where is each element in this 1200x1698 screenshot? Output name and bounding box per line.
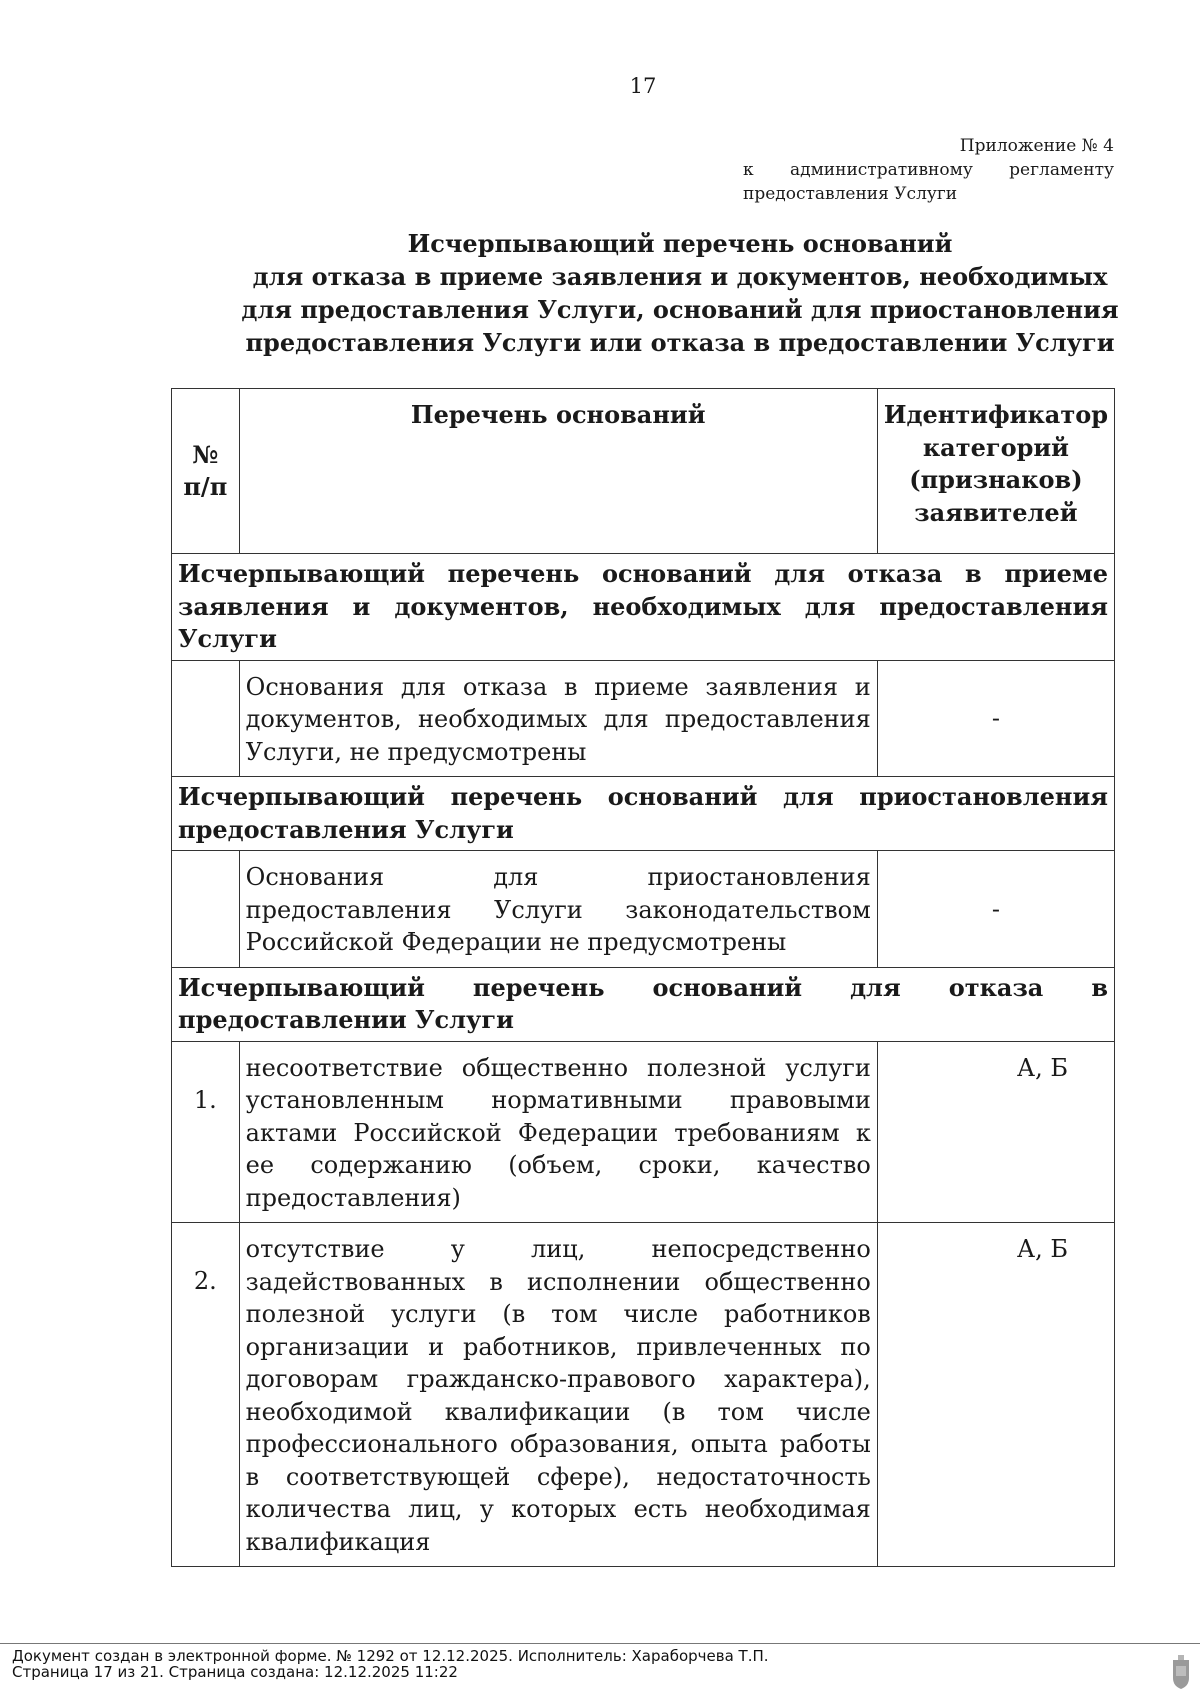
footer-line: Документ создан в электронной форме. № 1292 от 12.12.2025. Исполнитель: Хараборчева Т.П. — [12, 1647, 769, 1665]
section-row — [172, 967, 1115, 1041]
appendix-subject: предоставления Услуги — [743, 184, 958, 204]
table-row — [172, 1223, 1115, 1567]
section-title: Исчерпывающий перечень оснований для приостановления предоставления Услуги — [172, 777, 1115, 851]
title-line: для предоставления Услуги, оснований для приостановления — [241, 295, 1119, 324]
title-line: Исчерпывающий перечень оснований — [407, 229, 953, 258]
header-num: № п/п — [172, 389, 240, 554]
row-num: 1. — [172, 1041, 240, 1223]
table-header-row — [172, 389, 1115, 554]
title-line: предоставления Услуги или отказа в предоставлении Услуги — [245, 328, 1115, 357]
header-grounds: Перечень оснований — [239, 389, 877, 554]
appendix-line — [743, 158, 1114, 182]
appendix-word: регламенту — [1009, 160, 1114, 180]
row-text: Основания для приостановления предоставления Услуги законодательством Российской Федерации не предусмотрены — [239, 851, 877, 968]
header-category-id: Идентификатор категорий (признаков) заявителей — [877, 389, 1114, 554]
table-row — [172, 851, 1115, 968]
row-num — [172, 851, 240, 968]
document-footer — [12, 1648, 769, 1680]
section-title: Исчерпывающий перечень оснований для отказа в предоставлении Услуги — [172, 967, 1115, 1041]
row-category-id: А, Б — [877, 1223, 1114, 1567]
appendix-title: Приложение № 4 — [959, 136, 1114, 156]
title-line: для отказа в приеме заявления и документов, необходимых — [252, 262, 1108, 291]
grounds-table — [171, 388, 1115, 1567]
row-num — [172, 660, 240, 777]
row-text: отсутствие у лиц, непосредственно задействованных в исполнении общественно полезной услуги (в том числе работников организации и работников, привлеченных по договорам гражданско-правового характера), необходимой квалификации (в том числе профессионального образования, опыта работы в соответствующей сфере), недостаточность количества лиц, у которых есть необходимая квалификация — [239, 1223, 877, 1567]
table-row — [172, 660, 1115, 777]
appendix-note — [743, 134, 1114, 206]
document-title — [150, 227, 1200, 359]
row-category-id: А, Б — [877, 1041, 1114, 1223]
table-row — [172, 1041, 1115, 1223]
page-number: 17 — [629, 74, 657, 98]
footer-line: Страница 17 из 21. Страница создана: 12.12.2025 11:22 — [12, 1663, 458, 1681]
section-row — [172, 777, 1115, 851]
footer-divider — [0, 1643, 1200, 1644]
appendix-word: к — [743, 160, 754, 180]
row-text: Основания для отказа в приеме заявления и документов, необходимых для предоставления Услуги, не предусмотрены — [239, 660, 877, 777]
coat-of-arms-icon — [1170, 1654, 1192, 1690]
section-title: Исчерпывающий перечень оснований для отказа в приеме заявления и документов, необходимых для предоставления Услуги — [172, 554, 1115, 661]
section-row — [172, 554, 1115, 661]
row-category-id: - — [877, 851, 1114, 968]
appendix-word: административному — [789, 160, 973, 180]
row-category-id: - — [877, 660, 1114, 777]
row-num: 2. — [172, 1223, 240, 1567]
row-text: несоответствие общественно полезной услуги установленным нормативными правовыми актами Российской Федерации требованиям к ее содержанию (объем, сроки, качество предоставления) — [239, 1041, 877, 1223]
